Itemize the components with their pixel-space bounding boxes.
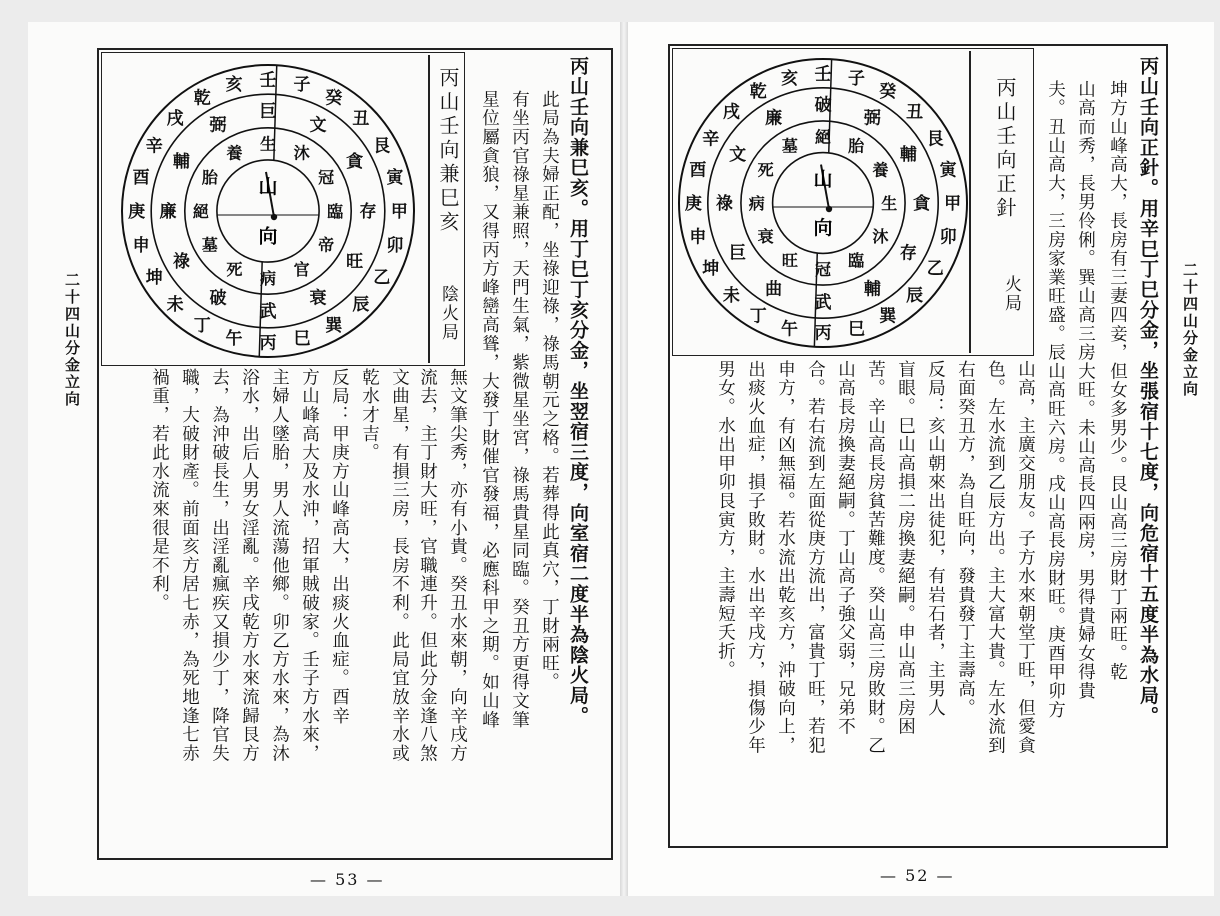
wheel-glyph: 巽 xyxy=(325,315,343,336)
wheel-glyph: 廉 xyxy=(159,202,177,223)
wheel-glyph: 文 xyxy=(309,115,327,136)
wheel-glyph: 辛 xyxy=(145,136,163,157)
text-column: 星位屬貪狼，又得丙方峰巒高聳，大發丁財催官發福，必應科甲之期。如山峰 xyxy=(479,90,500,730)
wheel-glyph: 乾 xyxy=(749,81,767,102)
wheel-glyph: 申 xyxy=(689,227,707,248)
wheel-ring xyxy=(151,94,385,328)
wheel-glyph: 戌 xyxy=(166,109,184,130)
book-spine xyxy=(620,22,628,896)
right-diagram xyxy=(672,48,1034,356)
wheel-glyph: 申 xyxy=(132,236,150,257)
text-column: 此局為夫婦正配，坐祿迎祿，祿馬朝元之格。若葬得此真穴，丁財兩旺。 xyxy=(539,90,560,692)
text-column: 有坐丙官祿星兼照，天門生氣，紫微星坐宮，祿馬貴星同臨。癸丑方更得文筆 xyxy=(509,90,530,730)
wheel-glyph: 臨 xyxy=(848,251,865,271)
right-chapter-title: 二十四山分金立向 xyxy=(1181,262,1199,398)
text-column: 無文筆尖秀，亦有小貴。癸丑水來朝，向辛戌方 xyxy=(447,368,468,763)
wheel-glyph: 卯 xyxy=(386,236,404,257)
wheel-glyph: 養 xyxy=(226,143,243,163)
wheel-glyph: 死 xyxy=(226,259,243,279)
right-diagram-subtitle: 火局 xyxy=(1001,275,1021,313)
wheel-glyph: 癸 xyxy=(325,88,343,109)
wheel-glyph: 生 xyxy=(259,134,277,154)
wheel-glyph: 弼 xyxy=(209,115,227,136)
wheel-glyph: 酉 xyxy=(689,160,707,181)
wheel-glyph: 辛 xyxy=(702,129,720,150)
wheel-glyph: 辰 xyxy=(352,295,370,316)
wheel-glyph: 丁 xyxy=(193,315,211,336)
wheel-glyph: 巳 xyxy=(848,319,866,340)
wheel-glyph: 武 xyxy=(814,292,832,313)
left-diagram xyxy=(101,52,465,366)
wheel-glyph: 衰 xyxy=(309,288,327,309)
wheel-glyph: 戌 xyxy=(722,102,740,123)
wheel-glyph: 丑 xyxy=(352,109,370,130)
wheel-glyph: 生 xyxy=(881,193,898,213)
wheel-glyph: 旺 xyxy=(781,251,798,271)
wheel-glyph: 巽 xyxy=(879,306,897,327)
wheel-glyph: 甲 xyxy=(390,202,408,223)
text-column: 色。左水流到乙辰方出。主大富大貴。左水流到 xyxy=(985,360,1006,755)
left-compass-wheel xyxy=(102,53,442,365)
text-column: 合。若右流到左面從庚方流出，富貴丁旺，若犯 xyxy=(805,360,826,755)
wheel-glyph: 祿 xyxy=(172,252,190,273)
center-facing-label: 向 xyxy=(258,225,278,248)
wheel-glyph: 武 xyxy=(259,302,277,323)
wheel-glyph: 臨 xyxy=(327,201,344,221)
text-column: 坤方山峰高大，長房有三妻四妾，但女多男少。艮山高三房財丁兩旺。乾 xyxy=(1107,80,1128,682)
wheel-glyph: 巨 xyxy=(729,243,747,264)
text-column: 文曲星，有損三房，長房不利。此局宜放辛水或 xyxy=(389,368,410,763)
wheel-glyph: 輔 xyxy=(863,279,881,300)
wheel-glyph: 乙 xyxy=(373,267,391,288)
wheel-glyph: 丙 xyxy=(814,323,832,344)
right-page-number: — 52 — xyxy=(880,866,955,885)
text-column: 男女。水出甲卯艮寅方，主壽短夭折。 xyxy=(715,360,736,680)
wheel-glyph: 子 xyxy=(293,75,311,96)
wheel-glyph: 存 xyxy=(899,243,917,264)
text-column: 浴水，出后人男女淫亂。辛戌乾方水來流歸艮方 xyxy=(239,368,260,763)
section-heading: 丙山壬向正針。用辛巳丁巳分金，坐張宿十七度，向危宿十五度半為水局。 xyxy=(1137,56,1159,726)
wheel-glyph: 墓 xyxy=(201,235,218,255)
text-column: 主婦人墜胎，男人流蕩他鄉。卯乙方水來，為沐 xyxy=(269,368,290,763)
wheel-glyph: 未 xyxy=(722,285,740,306)
wheel-glyph: 死 xyxy=(757,160,774,180)
text-column: 右面癸丑方，為自旺向，發貴發丁主壽高。 xyxy=(955,360,976,718)
wheel-glyph: 祿 xyxy=(715,194,733,215)
wheel-glyph: 帝 xyxy=(318,235,335,255)
wheel-glyph: 庚 xyxy=(128,202,146,223)
wheel-glyph: 絕 xyxy=(814,127,832,147)
center-facing-label: 向 xyxy=(813,217,833,240)
text-column: 山高長房換妻絕嗣。丁山高子強父弱，兄弟不 xyxy=(835,360,856,736)
wheel-glyph: 冠 xyxy=(318,168,335,188)
wheel-glyph: 乾 xyxy=(193,88,211,109)
center-mountain-label: 山 xyxy=(813,168,833,191)
wheel-glyph: 廉 xyxy=(765,108,783,129)
wheel-glyph: 沐 xyxy=(293,143,310,163)
left-page-number: — 53 — xyxy=(310,870,385,889)
wheel-glyph: 病 xyxy=(748,193,765,213)
wheel-glyph: 破 xyxy=(814,95,832,116)
wheel-glyph: 胎 xyxy=(201,168,218,188)
text-column: 苦。辛山高長房貧苦難度。癸山高三房敗財。乙 xyxy=(865,360,886,755)
wheel-glyph: 弼 xyxy=(863,108,881,129)
wheel-glyph: 甲 xyxy=(944,194,962,215)
wheel-glyph: 丙 xyxy=(259,333,277,354)
wheel-glyph: 貪 xyxy=(346,152,364,173)
text-column: 申方，有凶無福。若水流出乾亥方，沖破向上， xyxy=(775,360,796,755)
wheel-glyph: 輔 xyxy=(899,144,917,165)
wheel-glyph: 胎 xyxy=(848,136,865,156)
section-heading: 丙山壬向兼巳亥。用丁巳丁亥分金，坐翌宿三度，向室宿二度半為陰火局。 xyxy=(567,56,589,726)
right-diagram-title: 丙山壬向正針 xyxy=(993,77,1017,221)
wheel-glyph: 亥 xyxy=(225,75,243,96)
wheel-glyph: 亥 xyxy=(780,68,798,89)
wheel-glyph: 丑 xyxy=(906,102,924,123)
wheel-glyph: 丁 xyxy=(749,306,767,327)
wheel-glyph: 絕 xyxy=(192,201,209,221)
text-column: 山高，主廣交朋友。子方水來朝堂丁旺，但愛貪 xyxy=(1015,360,1036,755)
wheel-glyph: 文 xyxy=(729,144,747,165)
left-diagram-subtitle: 陰火局 xyxy=(438,285,458,342)
text-column: 盲眼。巳山高損二房換妻絕嗣。申山高三房困 xyxy=(895,360,916,736)
text-column: 禍重，若此水流來很是不利。 xyxy=(149,368,170,613)
wheel-glyph: 艮 xyxy=(373,136,391,157)
wheel-glyph: 艮 xyxy=(926,129,944,150)
text-column: 出痰火血症，損子敗財。水出辛戌方，損傷少年 xyxy=(745,360,766,755)
right-compass-wheel xyxy=(673,49,973,355)
wheel-glyph: 壬 xyxy=(259,70,277,91)
wheel-glyph: 辰 xyxy=(906,285,924,306)
center-mountain-label: 山 xyxy=(258,176,278,199)
wheel-glyph: 寅 xyxy=(386,168,404,189)
wheel-glyph: 衰 xyxy=(757,226,774,246)
wheel-glyph: 病 xyxy=(259,268,277,288)
wheel-glyph: 癸 xyxy=(879,81,897,102)
wheel-glyph: 冠 xyxy=(814,260,832,279)
text-column: 去，為沖破長生，出淫亂瘋疾又損少丁，降官失 xyxy=(209,368,230,763)
wheel-glyph: 坤 xyxy=(702,258,720,279)
wheel-glyph: 官 xyxy=(293,259,310,279)
wheel-glyph: 沐 xyxy=(872,226,889,246)
wheel-glyph: 庚 xyxy=(684,194,702,215)
wheel-glyph: 乙 xyxy=(926,258,944,279)
wheel-glyph: 養 xyxy=(872,160,889,180)
wheel-glyph: 未 xyxy=(166,295,184,316)
left-diagram-title: 丙山壬向兼巳亥 xyxy=(436,67,460,235)
wheel-ring xyxy=(708,88,938,318)
wheel-glyph: 午 xyxy=(780,319,798,340)
wheel-glyph: 坤 xyxy=(145,267,163,288)
wheel-glyph: 貪 xyxy=(913,194,931,215)
wheel-glyph: 巳 xyxy=(293,329,311,350)
wheel-glyph: 寅 xyxy=(939,160,957,181)
wheel-glyph: 輔 xyxy=(172,152,190,173)
text-column: 山高而秀，長男伶俐。巽山高三房大旺。未山高長四兩房，男得貴婦女得貴 xyxy=(1075,80,1096,701)
text-column: 反局：甲庚方山峰高大，出痰火血症。酉辛 xyxy=(329,368,350,726)
wheel-glyph: 午 xyxy=(225,329,243,350)
wheel-glyph: 曲 xyxy=(765,279,783,300)
wheel-glyph: 卯 xyxy=(939,227,957,248)
left-chapter-title: 二十四山分金立向 xyxy=(63,272,81,408)
wheel-glyph: 酉 xyxy=(132,168,150,189)
text-column: 職，大破財產。前面亥方居七赤，為死地逢七赤 xyxy=(179,368,200,763)
text-column: 夫。丑山高大，三房家業旺盛。辰山高旺六房。戌山高長房財旺。庚酉甲卯方 xyxy=(1045,80,1066,720)
text-column: 乾水才吉。 xyxy=(359,368,380,462)
text-column: 流去，主丁財大旺，官職連升。但此分金逢八煞 xyxy=(417,368,438,763)
wheel-glyph: 旺 xyxy=(346,252,364,273)
wheel-glyph: 子 xyxy=(848,68,866,89)
text-column: 方山峰高大及水沖，招軍賊破家。壬子方水來， xyxy=(299,368,320,763)
wheel-glyph: 破 xyxy=(209,288,227,309)
wheel-glyph: 壬 xyxy=(814,64,832,85)
wheel-glyph: 存 xyxy=(359,202,377,223)
wheel-glyph: 巨 xyxy=(259,102,277,123)
wheel-glyph: 墓 xyxy=(781,136,798,156)
text-column: 反局：亥山朝來出徒犯，有岩石者，主男人 xyxy=(925,360,946,718)
